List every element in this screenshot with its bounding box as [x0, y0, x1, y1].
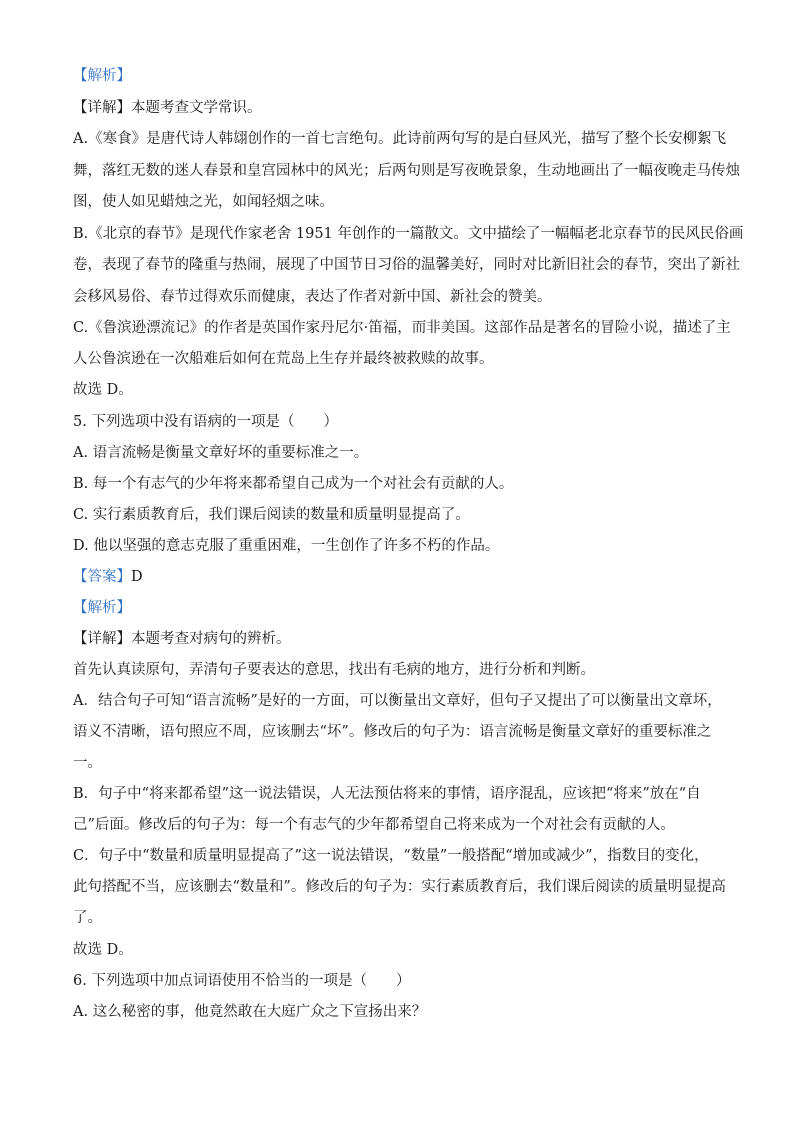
explanation-line: 人公鲁滨逊在一次船难后如何在荒岛上生存并最终被救赎的故事。: [73, 351, 494, 367]
detail-line: 【详解】本题考查对病句的辨析。: [73, 631, 291, 647]
question-5-option-b: B. 每一个有志气的少年将来都希望自己成为一个对社会有贡献的人。: [73, 476, 514, 492]
section-analysis-label: 【解析】: [73, 68, 131, 84]
answer-label: 【答案】D: [73, 569, 143, 585]
explanation-line: 卷，表现了春节的隆重与热闹，展现了中国节日习俗的温馨美好，同时对比新旧社会的春节，突出了新社: [73, 257, 740, 273]
question-5-option-c: C. 实行素质教育后，我们课后阅读的数量和质量明显提高了。: [73, 507, 470, 523]
explanation-line: A.《寒食》是唐代诗人韩翃创作的一首七言绝句。此诗前两句写的是白昼风光，描写了整个长安柳絮飞: [73, 131, 727, 147]
explanation-line: C．句子中“数量和质量明显提高了”这一说法错误，“数量”一般搭配“增加或减少”，指数目的变化，: [73, 848, 709, 864]
explanation-line: 首先认真读原句，弄清句子要表达的意思，找出有毛病的地方，进行分析和判断。: [73, 662, 595, 678]
explanation-line: 了。: [73, 910, 102, 926]
detail-line: 【详解】本题考查文学常识。: [73, 100, 262, 116]
explanation-line: C.《鲁滨逊漂流记》的作者是英国作家丹尼尔·笛福，而非美国。这部作品是著名的冒险小说，描述了主: [73, 320, 731, 336]
conclusion-line: 故选 D。: [73, 942, 133, 958]
explanation-line: 会移风易俗、春节过得欢乐而健康，表达了作者对新中国、新社会的赞美。: [73, 289, 552, 305]
explanation-line: 一。: [73, 755, 102, 771]
explanation-line: 舞，落红无数的迷人春景和皇宫园林中的风光；后两句则是写夜晚景象，生动地画出了一幅夜晚走马传烛: [73, 163, 740, 179]
explanation-line: 此句搭配不当，应该删去“数量和”。修改后的句子为：实行素质教育后，我们课后阅读的质量明显提高: [73, 879, 726, 895]
explanation-line: A．结合句子可知“语言流畅”是好的一方面，可以衡量出文章好，但句子又提出了可以衡量出文章坏，: [73, 693, 722, 709]
question-5-stem: 5. 下列选项中没有语病的一项是（ ）: [73, 414, 338, 430]
explanation-line: 己”后面。修改后的句子为：每一个有志气的少年都希望自己将来成为一个对社会有贡献的人。: [73, 817, 675, 833]
section-analysis-label: 【解析】: [73, 600, 131, 616]
conclusion-line: 故选 D。: [73, 382, 133, 398]
question-6-option-a: A. 这么秘密的事，他竟然敢在大庭广众之下宣扬出来？: [73, 1004, 427, 1020]
explanation-line: 图，使人如见蜡烛之光，如闻轻烟之味。: [73, 194, 334, 210]
explanation-line: 语义不清晰，语句照应不周，应该删去“坏”。修改后的句子为：语言流畅是衡量文章好的重要标准之: [73, 724, 712, 740]
question-6-stem: 6. 下列选项中加点词语使用不恰当的一项是（ ）: [73, 973, 411, 989]
explanation-line: B.《北京的春节》是现代作家老舍 1951 年创作的一篇散文。文中描绘了一幅幅老北京春节的民风民俗画: [73, 226, 744, 242]
question-5-option-d: D. 他以坚强的意志克服了重重困难，一生创作了许多不朽的作品。: [73, 538, 500, 554]
explanation-line: B．句子中“将来都希望”这一说法错误，人无法预估将来的事情，语序混乱，应该把“将来”放在“自: [73, 786, 701, 802]
question-5-option-a: A. 语言流畅是衡量文章好坏的重要标准之一。: [73, 445, 369, 461]
